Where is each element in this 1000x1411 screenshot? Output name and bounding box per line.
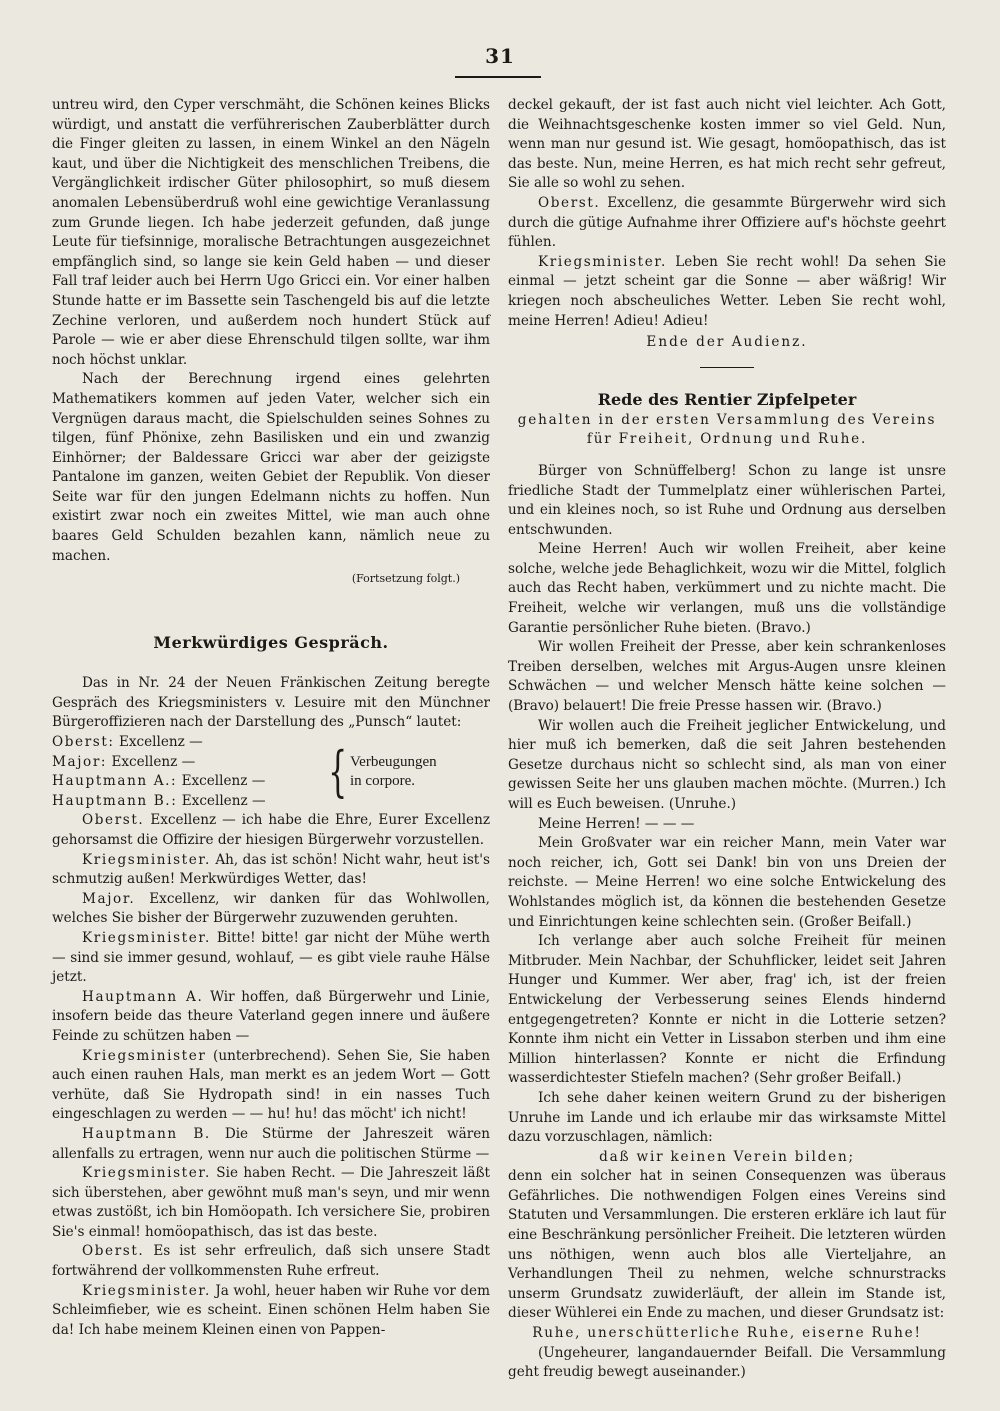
speech-subtitle: für Freiheit, Ordnung und Ruhe. — [586, 431, 868, 448]
speech-title: Rede des Rentier Zipfelpeter — [597, 389, 857, 409]
paragraph: Meine Herren! — — — — [538, 815, 695, 832]
cast-line: Hauptmann A.: Excellenz — — [52, 773, 266, 790]
cast-line: Hauptmann B.: Excellenz — — [52, 792, 266, 809]
dialogue-line: Kriegsminister. Leben Sie recht wohl! Da sehen Sie einmal — jetzt scheint gar die Sonne — aber wäßrig! Wir kriegen noch abscheuliches Wetter. Leben Sie recht wohl, meine Herren! Adieu! Adieu! — [508, 253, 946, 329]
paragraph: Bürger von Schnüffelberg! Schon zu lange ist unsre friedliche Stadt der Tummelplatz einer wühlerischen Partei, und ein kleines noch, so ist Ruhe und Ordnung aus derselben entschwunden. — [508, 462, 946, 538]
dialogue-line: Hauptmann B. Die Stürme der Jahreszeit wären allenfalls zu ertragen, wenn nur auch die politischen Stürme — — [52, 1125, 490, 1162]
cast-list — [52, 733, 490, 811]
paragraph: deckel gekauft, der ist fast auch nicht viel leichter. Ach Gott, die Weihnachtsgeschenke kosten immer so viel Geld. Nun, wenn man nur gesund ist. Wie gesagt, homöopathisch, das ist das beste. Nun, meine Herren, es hat mich recht sehr gefreut, Sie alle so wohl zu sehen. — [508, 97, 946, 192]
paragraph: Ich sehe daher keinen weitern Grund zu der bisherigen Unruhe im Lande und ich erlaube mir das wirksamste Mittel dazu vorzuschlagen, nämlich: — [508, 1089, 946, 1146]
motto-line: daß wir keinen Verein bilden; — [599, 1148, 855, 1165]
speech-subtitle: gehalten in der ersten Versammlung des Vereins — [517, 411, 937, 428]
right-column — [508, 96, 946, 1383]
dialogue-line: Kriegsminister. Ah, das ist schön! Nicht wahr, heut ist's schmutzig außen! Merkwürdiges Wetter, das! — [52, 851, 490, 888]
article-intro: Das in Nr. 24 der Neuen Fränkischen Zeitung beregte Gespräch des Kriegsministers v. Lesuire mit den Münchner Bürgeroffizieren nach der Darstellung des „Punsch“ lautet: — [52, 675, 490, 731]
paragraph: Wir wollen Freiheit der Presse, aber kein schrankenloses Treiben derselben, welches mit Argus-Augen unsre kleinen Schwächen — und welcher Mensch hätte keine solchen — (Bravo) belauert! Die freie Presse hassen wir. (Bravo.) — [508, 639, 946, 715]
stage-direction: Verbeugungen in corpore. — [350, 754, 437, 790]
page-number: 31 — [485, 44, 515, 68]
dialogue-line: Oberst. Excellenz — ich habe die Ehre, Eurer Excellenz gehorsamst die Offizire der hiesigen Bürgerwehr vorzustellen. — [52, 812, 491, 848]
dialogue-line: Kriegsminister. Sie haben Recht. — Die Jahreszeit läßt sich überstehen, aber gewöhnt muß man's seyn, und mir wenn etwas zustößt, ich bin Homöopath. Ich versichere Sie, probiren Sie's einmal! homöopathisch, das ist das beste. — [52, 1165, 490, 1240]
dialogue-line: Kriegsminister (unterbrechend). Sehen Sie, Sie haben auch einen rauhen Hals, man merkt es an jedem Wort — Gott verhüte, daß Sie Hydropath sind! in ein nasses Tuch eingeschlagen zu werden — — hu! hu! das möcht' ich nicht! — [52, 1047, 490, 1123]
section-divider — [700, 367, 754, 368]
dialogue-line: Oberst. Excellenz, die gesammte Bürgerwehr wird sich durch die gütige Aufnahme ihrer Offiziere auf's höchste geehrt fühlen. — [508, 194, 946, 251]
closing-note: (Ungeheurer, langandauernder Beifall. Die Versammlung geht freudig bewegt auseinander.) — [508, 1344, 946, 1381]
continuation-note: (Fortsetzung folgt.) — [351, 572, 460, 586]
motto-line: Ruhe, unerschütterliche Ruhe, eiserne Ruhe! — [532, 1325, 922, 1342]
dialogue-line: Major. Excellenz, wir danken für das Wohlwollen, welches Sie bisher der Bürgerwehr zuzuwenden geruhten. — [52, 890, 490, 927]
paragraph: Ich verlange aber auch solche Freiheit für meinen Mitbruder. Mein Nachbar, der Schuhflicker, leidet seit Jahren Hunger und Kummer. Wer aber, frag' ich, ist der freien Entwickelung der Verbesserung seines Elends hindernd entgegengetreten? Konnte er nicht in die Lotterie setzen? Konnte ihm nicht ein Vetter in Lissabon sterben und ihm eine Million hinterlassen? Konnte er nicht die Erfindung wasserdichtester Stiefeln machen? (Sehr großer Beifall.) — [508, 933, 946, 1087]
dialogue-line: Hauptmann A. Wir hoffen, daß Bürgerwehr und Linie, insofern beide das theure Vaterland gegen innere und äußere Feinde zu schützen haben — — [52, 988, 491, 1044]
brace-icon: { — [328, 740, 348, 804]
dialogue-line: Kriegsminister. Bitte! bitte! gar nicht der Mühe werth — sind sie immer gesund, wohlauf, — es gibt viele rauhe Hälse jetzt. — [52, 929, 490, 986]
left-column — [52, 96, 490, 1340]
page-number-rule — [455, 76, 541, 78]
paragraph: Mein Großvater war ein reicher Mann, mein Vater war noch reicher, ich, Gott sei Dank! bin von uns Dreien der reichste. — Meine Herren! wo eine solche Entwickelung des Wohlstandes möglich ist, da können die bestehenden Gesetze und Einrichtungen keine schlechten sein. (Großer Beifall.) — [508, 835, 946, 930]
dialogue-line: Kriegsminister. Ja wohl, heuer haben wir Ruhe vor dem Schleimfieber, wie es scheint. Einen schönen Helm haben Sie da! Ich habe meinem Kleinen einen von Pappen- — [52, 1282, 490, 1338]
dialogue-line: Oberst. Es ist sehr erfreulich, daß sich unsere Stadt fortwährend der vollkommensten Ruhe erfreut. — [52, 1243, 490, 1280]
paragraph: untreu wird, den Cyper verschmäht, die Schönen keines Blicks würdigt, und anstatt die verführerischen Zauberblätter durch die Finger gleiten zu lassen, in einem Winkel an den Nägeln kaut, und über die Nichtigkeit des menschlichen Treibens, die Vergänglichkeit irdischer Güter philosophirt, so muß diesem anomalen Lebensüberdruß wohl eine gewichtige Veranlassung zum Grunde liegen. Ich habe jederzeit gefunden, daß junge Leute für tiefsinnige, moralische Betrachtungen ausgezeichnet empfänglich sind, so lange sie kein Geld haben — und dieser Fall traf leider auch bei Herrn Ugo Gricci ein. Vor einer halben Stunde hatte er im Bassette sein Taschengeld bis auf die letzte Zechine verloren, und außerdem noch hundert Stück auf Parole — wie er aber diese Ehrenschuld tilgen sollte, war ihm noch höchst unklar. — [52, 97, 490, 368]
end-note: Ende der Audienz. — [646, 334, 808, 351]
paragraph: Nach der Berechnung irgend eines gelehrten Mathematikers kommen auf jeden Vater, welcher sich ein Vergnügen daraus macht, die Spielschulden seines Sohnes zu tilgen, fünf Phönixe, zehn Basilisken und ein und zwanzig Einhörner; der Baldessare Gricci war aber der geizigste Pantalone im ganzen, weiten Gebiet der Republik. Von dieser Seite war für den jungen Edelmann nichts zu hoffen. Nun existirt zwar noch ein zweites Mittel, wie man auch ohne baares Geld Schulden bezahlen kann, nämlich neue zu machen. — [52, 371, 490, 564]
article-title: Merkwürdiges Gespräch. — [153, 633, 389, 653]
cast-line: Oberst: Excellenz — — [52, 734, 203, 751]
paragraph: Wir wollen auch die Freiheit jeglicher Entwickelung, und hier muß ich bemerken, daß die seit Jahren bestehenden Gesetze durchaus nicht so schlecht sind, als man von einer gewissen Seite her uns glauben machen möchte. (Murren.) Ich will es Euch beweisen. (Unruhe.) — [508, 717, 946, 812]
cast-line: Major: Excellenz — — [52, 753, 196, 770]
paragraph: Meine Herren! Auch wir wollen Freiheit, aber keine solche, welche jede Behaglichkeit, wozu wir die Mittel, folglich auch das Recht haben, verkümmert und zu nichte macht. Die Freiheit, welche wir verlangen, muß uns die vollständige Garantie persönlicher Ruhe bieten. (Bravo.) — [508, 541, 946, 636]
paragraph: denn ein solcher hat in seinen Consequenzen was überaus Gefährliches. Die nothwendigen Folgen eines Vereins sind Statuten und Versammlungen. Die ersteren erkläre ich laut für eine Beschränkung persönlicher Freiheit. Die letzteren würden uns nöthigen, wenn auch blos alle Vierteljahre, an Verhandlungen Theil zu nehmen, welche schnurstracks unserm Grundsatz zuwiderläuft, der allein im Stande ist, dieser Wühlerei ein Ende zu machen, und dieser Grundsatz ist: — [508, 1168, 946, 1322]
